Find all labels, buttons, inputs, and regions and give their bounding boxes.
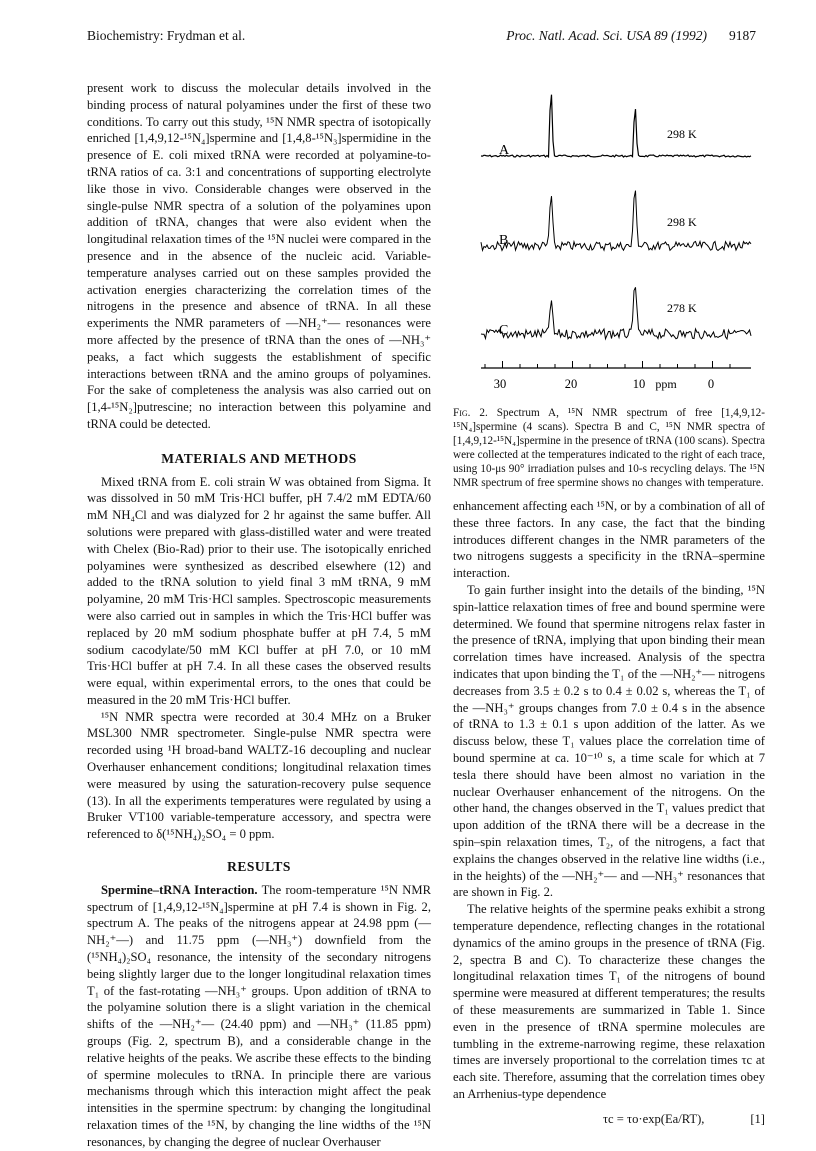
temp-label-c: 278 K: [667, 301, 697, 315]
spectrum-b-trace: [481, 191, 751, 251]
figure-caption: [453, 406, 765, 490]
temp-label-b: 298 K: [667, 215, 697, 229]
running-header-right: [506, 28, 756, 44]
trace-label-c: C: [499, 323, 509, 338]
ppm-tick-10: 10: [632, 377, 646, 391]
left-column: [87, 80, 431, 1151]
right-paragraph-continued: enhancement affecting each ¹⁵N, or by a combination of all of these three factors. In any case, the fact that the binding introduces different changes in the NMR parameters of the two nitrogens suggests a specificity in the tRNA–spermine interaction.: [453, 499, 765, 581]
figure-2-nmr-spectra: [453, 76, 765, 406]
methods-paragraph-2: ¹⁵N NMR spectra were recorded at 30.4 MHz on a Bruker MSL300 NMR spectrometer. Single-pulse NMR spectra were recorded using ¹H broad-band WALTZ-16 decoupling and nuclear Overhauser enhancement conditions; longitudinal relaxation times were measured by using the saturation-recovery pulse sequence (13). In all the experiments temperatures were regulated by using a Bruker VT100 variable-temperature accessory, and spectra were referenced to δ(¹⁵NH₄)₂SO₄ = 0 ppm.: [87, 709, 431, 842]
equation-text: τc = τo·exp(Ea/RT),: [603, 1111, 705, 1126]
caption-text: Spectrum A, ¹⁵N NMR spectrum of free [1,4,9,12-¹⁵N₄]spermine (4 scans). Spectra B and C, ¹⁵N NMR spectra of [1,4,9,12-¹⁵N₄]spermine in the presence of tRNA (100 scans). Spectra were collected at the temperatures indicated to the right of each trace, using 10-μs 90° irradiation pulses and 10-s recycling delays. The ¹⁵N NMR spectrum of free spermine shows no changes with temperature.: [453, 407, 765, 489]
right-paragraph-3: The relative heights of the spermine peaks exhibit a strong temperature dependence, reflecting changes in the rotational dynamics of the amino groups in the presence of tRNA (Fig. 2, spectra B and C). To characterize these changes the longitudinal relaxation times T₁ of the nitrogens of bound spermine were measured at different temperatures; the results of these measurements are summarized in Table 1. Since even in the presence of tRNA spermine molecules are tumbling in the extreme-narrowing regime, these relaxation times are inversely proportional to the correlation times τc at each site. Therefore, assuming that the correlation times obey an Arrhenius-type dependence: [453, 902, 765, 1101]
results-heading: RESULTS: [227, 859, 291, 875]
temp-label-a: 298 K: [667, 127, 697, 141]
page-number: 9187: [729, 28, 756, 43]
running-header-left: Biochemistry: Frydman et al.: [87, 28, 246, 43]
ppm-tick-30: 30: [493, 377, 507, 391]
methods-paragraph-1: Mixed tRNA from E. coli strain W was obtained from Sigma. It was dissolved in 50 mM Tris·HCl buffer, pH 7.4/2 mM EDTA/60 mM NH₄Cl and was dialyzed for 2 hr against the same buffer. All solutions were prepared with glass-distilled water and were treated with Chelex (Bio-Rad) prior to their use. The isotopically enriched polyamines were synthesized as described elsewhere (12) and added to the tRNA solution to yield final 3 mM tRNA, 9 mM polyamine, 20 mM Tris·HCl samples. Spectroscopic measurements were also carried out in samples in which the Tris·HCl buffer was replaced by 20 mM sodium phosphate buffer at pH 7.4, 5 mM sodium cacodylate/50 mM KCl buffer at pH 7.0, or 10 mM Tris·HCl buffer at pH 7.4. In all these cases the observed results were equal, within experimental errors, to the ones that could be measured in the 20 mM Tris·HCl buffer.: [87, 474, 431, 707]
equation-number: [1]: [750, 1111, 765, 1126]
spectrum-c-trace: [481, 287, 751, 339]
trace-label-b: B: [499, 233, 509, 248]
results-paragraph-1-text: The room-temperature ¹⁵N NMR spectrum of [1,4,9,12-¹⁵N₄]spermine at pH 7.4 is shown in Fig. 2, spectrum A. The peaks of the nitrogens appear at 24.98 ppm (—NH₂⁺—) and 11.75 ppm (—NH₃⁺) downfield from the (¹⁵NH₄)₂SO₄ resonance, the intensity of the secondary nitrogens being slightly larger due to the longer longitudinal relaxation times T₁ of the fast-rotating —NH₃⁺ groups. Upon addition of tRNA to the polyamine solution there is a slight variation in the chemical shifts of the —NH₂⁺— (24.40 ppm) and —NH₃⁺ (11.85 ppm) groups (Fig. 2, spectrum B), and a considerable change in the relative heights of the peaks. We ascribe these effects to the binding of spermine molecules to tRNA. In principle there are various mechanisms through which this interaction might affect the peak intensities in the spermine spectrum: by changing the longitudinal relaxation times of the ¹⁵N, by changing the line widths of the ¹⁵N resonances, by changing the degree of nuclear Overhauser: [87, 882, 431, 1149]
right-paragraph-2: To gain further insight into the details of the binding, ¹⁵N spin-lattice relaxation times of free and bound spermine were determined. We found that spermine nitrogens relax faster in the presence of tRNA, implying that upon binding their mean correlation times have increased. Analysis of the spectra indicates that upon binding the T₁ of the —NH₂⁺— nitrogens decreases from 3.5 ± 0.2 s to 0.4 ± 0.02 s, whereas the T₁ of the —NH₃⁺ groups changes from 7.0 ± 0.4 s in the absence of tRNA to 1.3 ± 0.1 s upon addition of the latter. As we discuss below, these T₁ values place the correlation time of bound spermine at ca. 10⁻¹⁰ s, a time scale for which at 7 tesla there should have been almost no variation in the nuclear Overhauser enhancement of the nitrogens. On the other hand, the changes observed in the T₁ values predict that upon addition of the tRNA there will be a decrease in the spin–spin relaxation times, T₂, of the nitrogens, a fact that explains the changes observed in the relative line widths (i.e., in the heights) of the —NH₂⁺— and —NH₃⁺ resonances that are shown in Fig. 2.: [453, 582, 765, 900]
ppm-tick-20: 20: [564, 377, 578, 391]
spectrum-a-trace: [481, 95, 751, 157]
results-runin-heading: Spermine–tRNA Interaction.: [101, 882, 258, 897]
ppm-axis-unit: ppm: [655, 377, 677, 391]
methods-heading: MATERIALS AND METHODS: [161, 450, 357, 466]
ppm-axis-ticks: [485, 361, 730, 368]
right-column: [453, 498, 765, 1127]
trace-label-a: A: [499, 143, 510, 158]
results-paragraph-1: [87, 882, 431, 1151]
caption-label: Fig. 2.: [453, 407, 488, 419]
equation-1: [453, 1111, 765, 1128]
ppm-tick-0: 0: [707, 377, 715, 391]
journal-citation: Proc. Natl. Acad. Sci. USA 89 (1992): [506, 28, 707, 43]
intro-paragraph: present work to discuss the molecular details involved in the binding process of natural polyamines under the first of these two conditions. To carry out this study, ¹⁵N NMR spectra of isotopically enriched [1,4,9,12-¹⁵N₄]spermine and [1,4,8-¹⁵N₃]spermidine in the presence of E. coli mixed tRNA were recorded at polyamine-to-tRNA ratios of ca. 3:1 and concentrations of supporting electrolyte like those in vivo. Considerable changes were observed in the single-pulse NMR spectra of a solution of the polyamines upon addition of tRNA, changes that were also evident when the longitudinal relaxation times of the ¹⁵N nuclei were compared in the presence and in the absence of the nucleic acid. Variable-temperature analyses carried out on these samples provided the activation energies characterizing the correlation times of the nitrogens in the presence and absence of tRNA. In all these experiments the NMR parameters of —NH₂⁺— resonances were more affected by the presence of tRNA than the ones of —NH₃⁺ peaks, a fact which suggests the establishment of specific interactions between tRNA and the amino groups of polyamines. For the sake of completeness the analysis was also carried out on [1,4-¹⁵N₂]putrescine; no interaction between this polyamine and tRNA could be detected.: [87, 81, 431, 431]
